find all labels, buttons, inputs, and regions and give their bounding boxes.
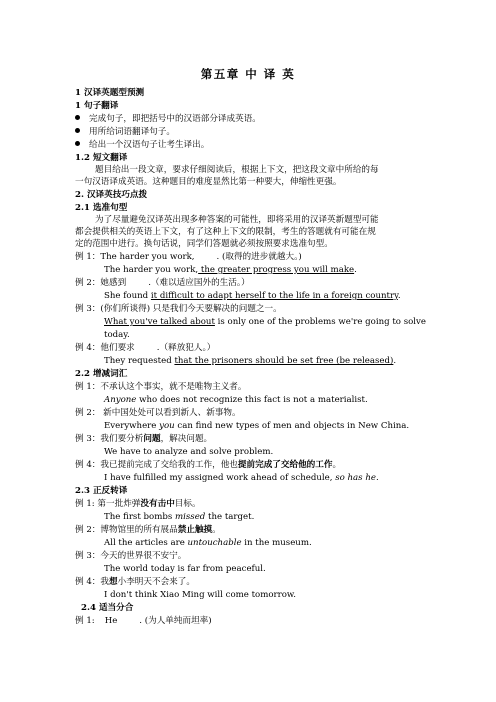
section-heading-1-1: 1 句子翻译 (75, 101, 119, 111)
example-question: 例 4：他们要求 .（释放犯人。） (75, 343, 216, 353)
example-answer: The harder you work, the greater progress you will make. (104, 265, 357, 275)
example-answer-cont: today. (104, 330, 130, 340)
example-question: 例 2：她感到 .（难以适应国外的生活。） (75, 278, 250, 288)
example-question: 例 4：我已提前完成了交给我的工作，他也提前完成了交给他的工作。 (75, 460, 342, 470)
example-question: 例 3：今天的世界很不安宁。 (75, 551, 187, 561)
example-answer: She found it difficult to adapt herself to the life in a foreign country. (104, 291, 401, 301)
example-answer: I don't think Xiao Ming will come tomorrow. (104, 590, 296, 600)
section-heading-2-1: 2.1 选准句型 (75, 203, 128, 213)
bullet-item: 完成句子，即把括号中的汉语部分译成英语。 (75, 114, 261, 125)
chapter-title: 第五章 中 译 英 (200, 67, 296, 81)
paragraph-line: 题目给出一段文章，要求仔细阅读后，根据上下文，把这段文章中所给的每 (95, 165, 379, 175)
example-question: 例 1: He . (为人单纯而坦率) (75, 616, 212, 626)
paragraph-line: 为了尽量避免汉译英出现多种答案的可能性，即将采用的汉译英新题型可能 (95, 215, 379, 225)
example-answer: I have fulfilled my assigned work ahead of schedule, so has he. (104, 473, 379, 483)
example-answer: All the articles are untouchable in the museum. (104, 538, 312, 548)
example-question: 例 2： 新中国处处可以看到新人、新事物。 (75, 408, 241, 418)
example-answer: The first bombs missed the target. (104, 512, 255, 522)
example-answer: Anyone who does not recognize this fact is not a materialist. (104, 395, 368, 405)
section-heading-2-3: 2.3 正反转译 (75, 486, 128, 496)
example-question: 例 1：The harder you work, . (取得的进步就越大。) (75, 252, 302, 262)
example-answer: What you've talked about is only one of the problems we're going to solve (104, 317, 426, 327)
example-answer: They requested that the prisoners should be set free (be released). (104, 356, 397, 366)
section-heading-2-2: 2.2 增减词汇 (75, 369, 128, 379)
example-question: 例 4：我想小李明天不会来了。 (75, 577, 195, 587)
paragraph-line: 都会提供相关的英语上下文，有了这种上下文的限制，考生的答题就有可能在规 (75, 227, 376, 237)
paragraph-line: 定的范围中进行。换句话说，同学们答题就必须按照要求选准句型。 (75, 239, 333, 249)
section-heading-1: 1 汉译英题型预测 (75, 88, 145, 98)
example-question: 例 1: 第一批炸弹没有击中目标。 (75, 499, 201, 509)
example-answer: We have to analyze and solve problem. (104, 447, 274, 457)
bullet-icon (75, 115, 80, 120)
bullet-icon (75, 141, 80, 146)
bullet-icon (75, 128, 80, 133)
bullet-item: 用所给词语翻译句子。 (75, 127, 175, 138)
example-question: 例 2：博物馆里的所有展品禁止触摸。 (75, 525, 221, 535)
bullet-item: 给出一个汉语句子让考生译出。 (75, 140, 209, 151)
example-answer: The world today is far from peaceful. (104, 564, 266, 574)
example-question: 例 3：(你们所谈得) 只是我们今天要解决的问题之一。 (75, 304, 282, 314)
example-question: 例 3：我们要分析问题，解决问题。 (75, 434, 213, 444)
section-heading-2-4: 2.4 适当分合 (81, 603, 134, 613)
paragraph-line: 一句汉语译成英语。这种题目的难度显然比第一种要大，伸缩性更强。 (75, 177, 342, 187)
section-heading-1-2: 1.2 短文翻译 (75, 153, 128, 163)
section-heading-2: 2. 汉译英技巧点拨 (75, 190, 148, 200)
example-answer: Everywhere you can find new types of men and objects in New China. (104, 421, 410, 431)
example-question: 例 1：不承认这个事实，就不是唯物主义者。 (75, 382, 247, 392)
